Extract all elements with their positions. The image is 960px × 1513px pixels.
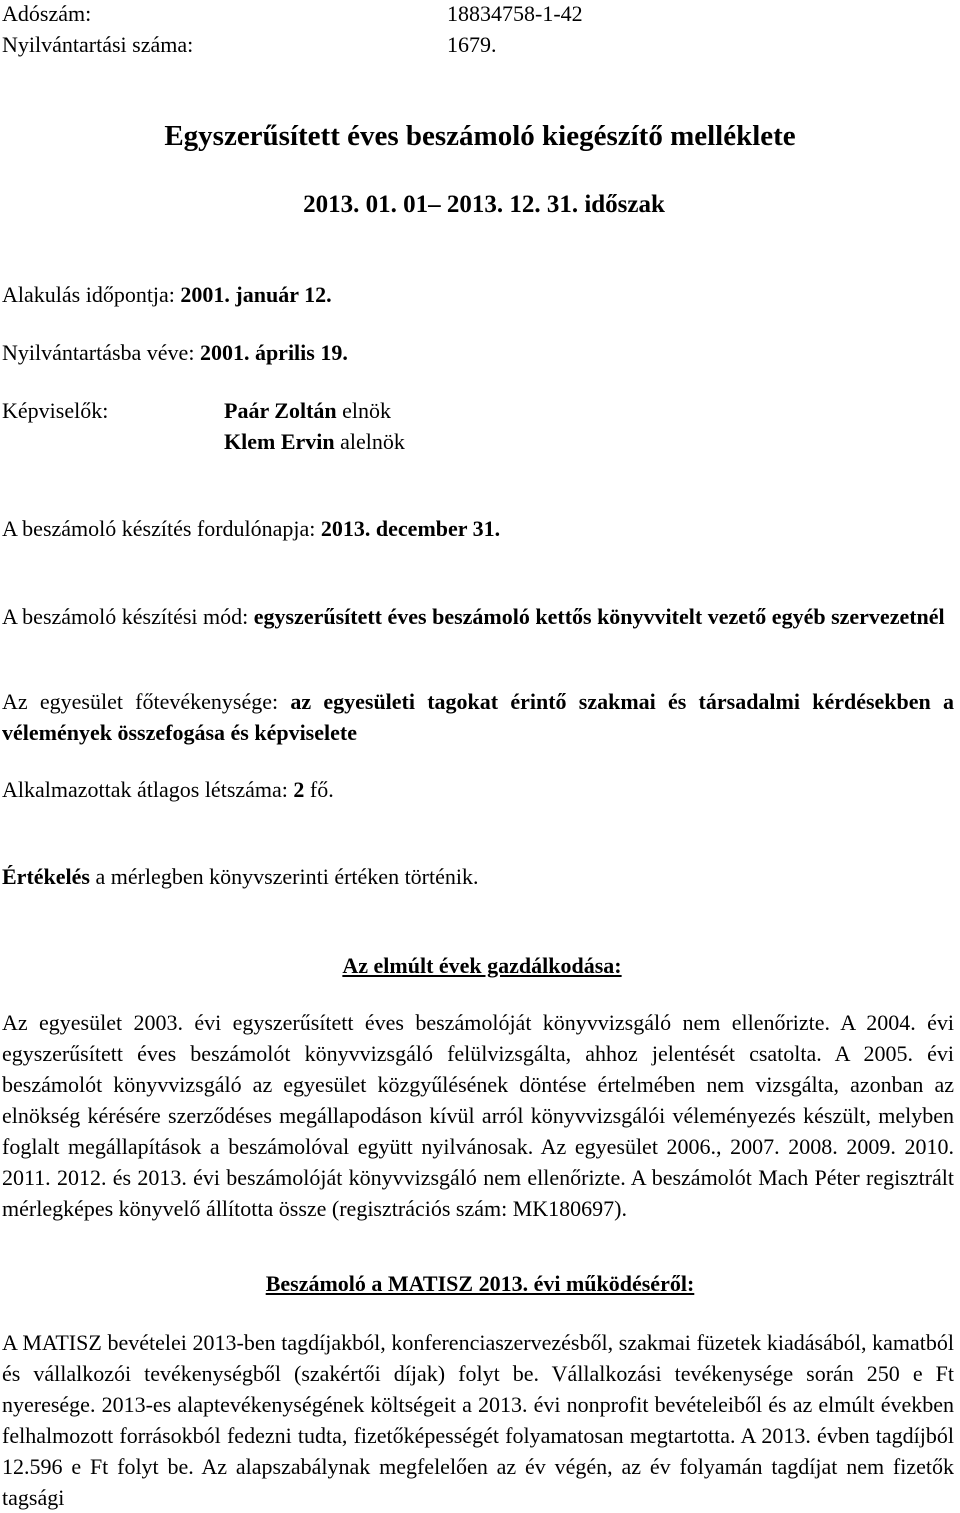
balance-date-value: 2013. december 31.	[320, 516, 501, 541]
method-value: egyszerűsített éves beszámoló kettős könyvvitelt vezető egyéb szervezetnél	[253, 604, 945, 629]
representative-1-role: elnök	[342, 398, 392, 423]
employees-label: Alkalmazottak átlagos létszáma:	[2, 777, 288, 802]
balance-date-label: A beszámoló készítés fordulónapja:	[2, 516, 316, 541]
balance-date-line	[2, 513, 500, 544]
representative-2-name: Klem Ervin	[224, 429, 335, 454]
representative-2-role: alelnök	[340, 429, 405, 454]
method-label: A beszámoló készítési mód:	[2, 604, 249, 629]
representative-1-name: Paár Zoltán	[224, 398, 337, 423]
employees-line	[2, 774, 334, 805]
representative-1	[224, 395, 391, 426]
registration-label: Nyilvántartásba véve:	[2, 340, 195, 365]
valuation-rest: a mérlegben könyvszerinti értéken történik.	[95, 864, 479, 889]
founding-date-line	[2, 279, 332, 310]
employees-value: 2	[293, 777, 305, 802]
representative-2	[224, 426, 405, 457]
report-paragraph: A MATISZ bevételei 2013-ben tagdíjakból, konferenciaszervezésből, szakmai füzetek kiadásából, kamatból és vállalkozói tevékenységből (szakértői díjak) folyt be. Vállalkozási tevékenysége során 250 e Ft nyeresége. 2013-es alaptevékenységének költségeit a 2013. évi nonprofit bevételeiből és az elmúlt években felhalmozott forrásokból fedezni tudta, fizetőképességét folyamatosan megtartotta. A 2013. évben tagdíjból 12.596 e Ft folyt be. Az alapszabálynak megfelelően az év végén, az év folyamán tagdíjat nem fizetők tagsági	[2, 1330, 954, 1510]
period-line	[4, 189, 960, 220]
founding-label: Alakulás időpontja:	[2, 282, 175, 307]
method-paragraph	[2, 601, 954, 632]
representatives-label: Képviselők:	[2, 398, 109, 423]
period-suffix: időszak	[584, 191, 665, 218]
document-title: Egyszerűsített éves beszámoló kiegészítő melléklete	[164, 120, 796, 152]
registration-number-label: Nyilvántartási száma:	[2, 32, 194, 57]
tax-number-label: Adószám:	[2, 1, 92, 26]
activity-value: az egyesületi tagokat érintő szakmai és társadalmi kérdésekben a vélemények összefogása és képviselete	[2, 689, 955, 745]
period-dates: 2013. 01. 01– 2013. 12. 31.	[303, 191, 579, 218]
registration-date-line	[2, 337, 348, 368]
report-heading: Beszámoló a MATISZ 2013. évi működéséről:	[265, 1271, 695, 1296]
registration-value: 2001. április 19.	[199, 340, 348, 365]
valuation-bold: Értékelés	[2, 864, 90, 889]
registration-number-value: 1679.	[447, 32, 497, 57]
employees-unit: fő.	[309, 777, 334, 802]
past-years-paragraph: Az egyesület 2003. évi egyszerűsített éves beszámolóját könyvvizsgáló nem ellenőrizte. A 2004. évi egyszerűsített éves beszámolót könyvvizsgáló felülvizsgálta, ahhoz jelentését csatolta. A 2005. évi beszámolót könyvvizsgáló az egyesület közgyűlésének döntése értelmében nem vizsgálta, azonban az elnökség kérésére szerződéses megállapodáson kívül arról könyvvizsgálói véleményezés készült, melyben foglalt megállapítások a beszámolóval együtt nyilvánosak. Az egyesület 2006., 2007. 2008. 2009. 2010. 2011. 2012. és 2013. évi beszámolóját könyvvizsgáló nem ellenőrizte. A beszámolót Mach Péter regisztrált mérlegképes könyvelő állította össze (regisztrációs szám: MK180697).	[2, 1010, 954, 1221]
tax-number-value: 18834758-1-42	[447, 1, 583, 26]
founding-value: 2001. január 12.	[180, 282, 332, 307]
activity-label: Az egyesület főtevékenysége:	[2, 689, 279, 714]
valuation-line	[2, 861, 479, 892]
past-years-heading: Az elmúlt évek gazdálkodása:	[342, 953, 622, 978]
activity-paragraph	[2, 686, 954, 748]
